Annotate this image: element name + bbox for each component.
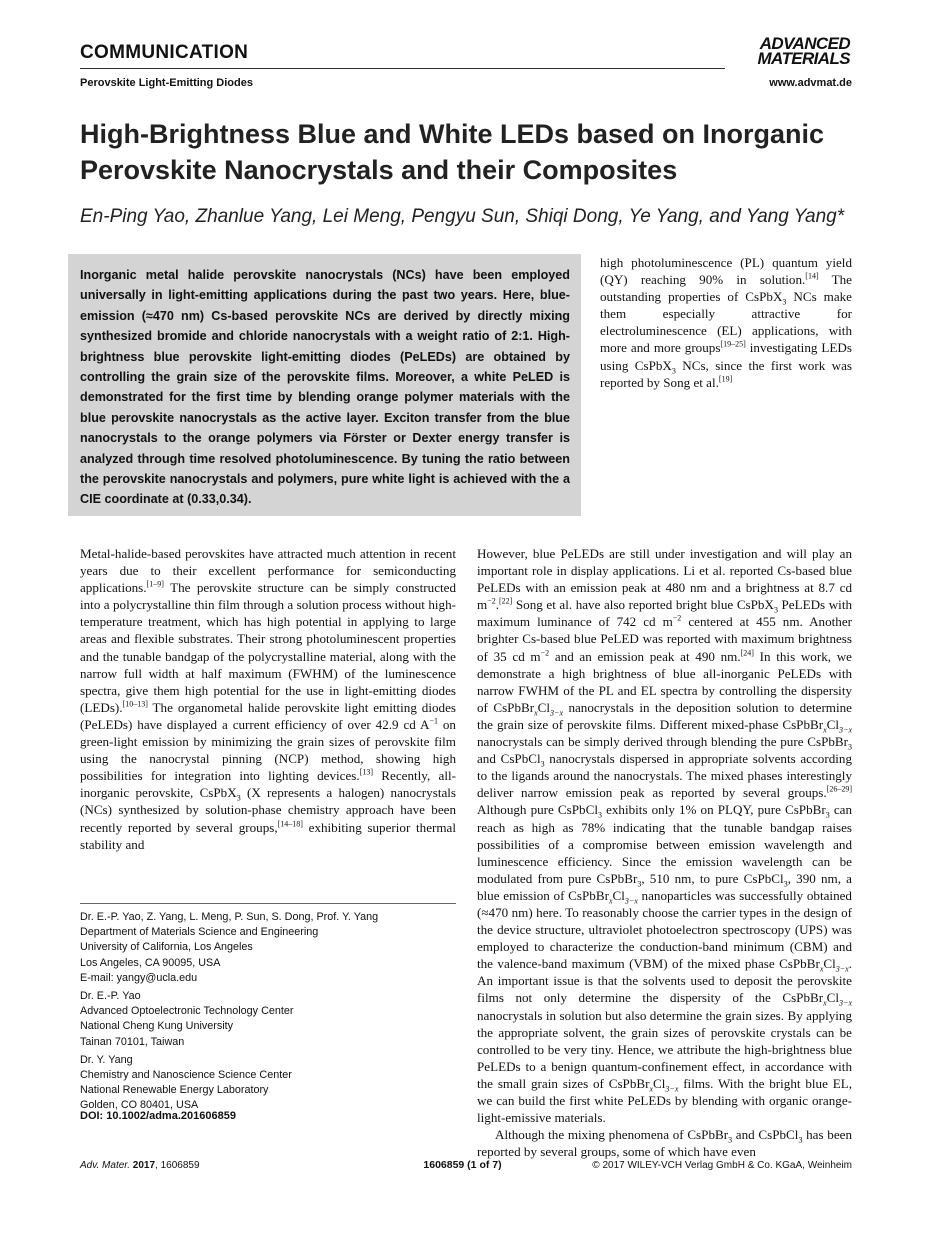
subscript: 3−x: [665, 1084, 679, 1094]
subscript: 3: [782, 297, 787, 307]
paragraph: [600, 254, 852, 391]
superscript: [14]: [805, 271, 819, 281]
subscript: 3: [540, 759, 545, 769]
subscript: x: [819, 964, 824, 974]
superscript: [19]: [718, 374, 733, 384]
text-run: , 510 nm, to pure CsPbCl: [641, 870, 784, 886]
abstract-text: Inorganic metal halide perovskite nanocrystals (NCs) have been employed universally in light-emitting applications during the past two years. Here, blue-emission (≈470 nm) Cs-based perovskite NCs are derived by directly mixing synthesized bromide and chloride nanocrystals with a weight ratio of 2:1. High-brightness blue perovskite light-emitting diodes (PeLEDs) are obtained by controlling the grain size of the perovskite films. Moreover, a white PeLED is demonstrated for the first time by blending orange polymer materials with the blue perovskite nanocrystals as the active layer. Exciton transfer from the blue nanocrystals to the orange polymers via Förster or Dexter energy transfer is analyzed through time resolved photoluminescence. By tuning the ratio between the perovskite nanocrystals and polymers, pure white light is achieved with the a CIE coordinate at (0.33,0.34).: [80, 268, 570, 507]
text-run: has been reported by several groups, some of which have even: [477, 1127, 853, 1160]
paper-title: High-Brightness Blue and White LEDs based on Inorganic Perovskite Nanocrystals and their Composites: [80, 119, 825, 185]
superscript: −1: [429, 716, 438, 726]
text-run: PeLEDs with maximum luminance of 742 cd m: [477, 597, 853, 630]
text-run: The perovskite structure can be simply constructed into a polycrystalline thin film through a solution process without high-temperature treatment, which has high potential in applying to large areas and flexible substrates. Their strong photoluminescent properties and the tunable bandgap of the polycrystalline material, along with the narrow full width at half maximum (FWHM) of the luminescence spectra, give them high potential for the use in light-emitting diodes (LEDs).: [80, 580, 456, 715]
text-run: and an emission peak at 490 nm.: [549, 648, 741, 664]
author-list: En-Ping Yao, Zhanlue Yang, Lei Meng, Pengyu Sun, Shiqi Dong, Ye Yang, and Yang Yang*: [80, 206, 845, 227]
subscript: 3−x: [624, 896, 638, 906]
subscript: x: [608, 896, 613, 906]
text-run: Recently, all-inorganic perovskite, CsPbX: [80, 768, 456, 801]
body-column-right: [477, 545, 852, 1160]
subscript: 3: [671, 366, 676, 376]
text-run: Cl: [653, 1075, 666, 1091]
text-run: The organometal halide perovskite light emitting diodes (PeLEDs) have displayed a current efficiency of over 42.9 cd A: [80, 699, 456, 732]
affiliation-line: University of California, Los Angeles: [80, 941, 253, 954]
affiliation-block: [80, 910, 460, 986]
text-run: Cl: [823, 956, 836, 972]
affiliation-line: Los Angeles, CA 90095, USA: [80, 956, 221, 969]
affiliation-block: [80, 989, 460, 1050]
paragraph: [477, 545, 852, 1126]
text-run: The outstanding properties of CsPbX: [600, 272, 852, 305]
text-run: However, blue PeLEDs are still under investigation and will play an important role in display applications. Li et al. reported Cs-based blue PeLEDs with an emission peak at 480 nm and a brightness at 8.7 cd m: [477, 546, 852, 613]
subscript: 3: [783, 879, 788, 889]
page-number: 1606859 (1 of 7): [423, 1159, 502, 1171]
text-run: nanocrystals in the deposition solution to determine the grain size of perovskite films. Different mixed-phase CsPbBr: [477, 699, 852, 732]
superscript: [10–13]: [122, 699, 148, 709]
text-run: NCs, since the first work was reported by Song et al.: [600, 357, 852, 390]
text-run: can reach as high as 78% indicating that the tunable bandgap raises possibilities of a compromise between emission wavelength and luminescence efficiency. Since the emission wavelength can be modulated from pure CsPbBr: [477, 802, 853, 886]
subscript: 3−x: [550, 708, 563, 718]
text-run: , 390 nm, a blue emission of CsPbBr: [477, 870, 852, 903]
subscript: 3: [728, 1135, 733, 1145]
copyright: © 2017 WILEY-VCH Verlag GmbH & Co. KGaA, Weinheim: [592, 1160, 852, 1171]
superscript: −2: [672, 614, 682, 624]
affiliation-rule: [80, 903, 456, 904]
text-run: investigating LEDs using CsPbX: [600, 340, 852, 373]
affiliation-line: National Renewable Energy Laboratory: [80, 1084, 269, 1097]
superscript: −2: [487, 596, 496, 606]
affiliation-line: Golden, CO 80401, USA: [80, 1099, 199, 1112]
paragraph: [80, 545, 456, 853]
text-run: Metal-halide-based perovskites have attracted much attention in recent years due to their excellent performance for semiconducting applications.: [80, 546, 456, 596]
text-run: . An important issue is that the solvents used to deposit the perovskite films not only determine the dispersity of the CsPbBr: [477, 956, 852, 1006]
footer-year: 2017: [132, 1160, 156, 1171]
paragraph: [477, 1126, 852, 1160]
text-run: Although pure CsPbCl: [477, 802, 598, 818]
text-run: films. With the bright blue EL, we can build the first white PeLEDs by blending with organic orange-light-emissive materials.: [477, 1075, 852, 1126]
subscript: 3: [597, 811, 602, 821]
superscript: [22]: [498, 596, 513, 606]
subscript: x: [534, 708, 538, 718]
affiliation-block: [80, 1053, 460, 1114]
text-run: Cl: [826, 990, 840, 1006]
subscript: 3: [236, 793, 241, 803]
subscript: x: [649, 1084, 654, 1094]
superscript: [1–9]: [146, 579, 164, 589]
subscript: 3: [773, 605, 778, 615]
subscript: 3: [798, 1135, 803, 1145]
body-column-left: [80, 545, 456, 853]
text-run: Cl: [826, 716, 840, 732]
doi[interactable]: DOI: 10.1002/adma.201606859: [80, 1110, 236, 1122]
subscript: 3−x: [835, 964, 849, 974]
text-run: on green-light emission by minimizing the grain sizes of perovskite film using the nanocrystal pinning (NCP) method, showing high possibilities for integration into lighting devices.: [80, 716, 456, 784]
subscript: x: [823, 999, 827, 1009]
subscript: 3−x: [839, 725, 852, 735]
section-label: COMMUNICATION: [80, 42, 249, 63]
subscript: 3: [848, 742, 852, 752]
affiliation-line: Chemistry and Nanoscience Science Center: [80, 1069, 292, 1082]
journal-logo: [730, 36, 850, 66]
subscript: 3: [637, 879, 642, 889]
affiliation-line: E-mail: yangy@ucla.edu: [80, 971, 198, 984]
affiliation-line: National Cheng Kung University: [80, 1020, 234, 1033]
text-run: nanocrystals dispersed in appropriate solvents according to the ligands around the nanocrystals. The mixed phases interestingly deliver narrow emission peak as reported by several groups.: [477, 751, 852, 801]
affiliation-line: Advanced Optoelectronic Technology Center: [80, 1005, 294, 1018]
text-run: Cl: [612, 887, 625, 903]
text-run: centered at 455 nm. Another brighter Cs-based blue PeLED was reported with maximum brightness of 35 cd m: [477, 614, 852, 664]
text-run: nanocrystals in solution but also determine the grain sizes. By applying the appropriate solvent, the grain sizes of perovskite crystals can be controlled to be very tiny. Hence, we attribute the high-brightness blue PeLEDs to a benign quantum-confinement effect, in accordance with the small grain sizes of CsPbBr: [477, 1007, 852, 1091]
text-run: high photoluminescence (PL) quantum yield (QY) reaching 90% in solution.: [600, 255, 852, 288]
body-column-right-top: [600, 254, 852, 391]
superscript: [19–25]: [720, 340, 746, 350]
affiliation-line: Dr. E.-P. Yao: [80, 990, 141, 1003]
logo-line-2: MATERIALS: [757, 49, 850, 68]
text-run: and CsPbCl: [477, 751, 541, 767]
text-run: exhibiting superior thermal stability and: [80, 819, 457, 852]
text-run: In this work, we demonstrate a high brightness of blue all-inorganic PeLEDs with narrow FWHM of the PL and EL spectra by controlling the dispersity of CsPbBr: [477, 648, 852, 715]
superscript: −2: [540, 648, 550, 658]
affiliation-line: Department of Materials Science and Engineering: [80, 926, 319, 939]
header-rule: [80, 68, 725, 69]
subscript: 3−x: [839, 999, 852, 1009]
text-run: (X represents a halogen) nanocrystals (NCs) synthesized by solution-phase chemistry approach have been recently reported by several groups,: [80, 785, 456, 835]
text-run: Although the mixing phenomena of CsPbBr: [495, 1127, 729, 1143]
superscript: [24]: [740, 648, 754, 658]
footer-citation: [80, 1160, 200, 1171]
text-run: .: [495, 597, 499, 613]
logo-line-1: ADVANCED: [759, 34, 850, 53]
text-run: and CsPbCl: [732, 1127, 799, 1143]
journal-website[interactable]: www.advmat.de: [769, 77, 852, 89]
subscript: 3: [825, 811, 830, 821]
text-run: Cl: [537, 699, 551, 715]
affiliations: [80, 910, 460, 1117]
text-run: Song et al. have also reported bright blue CsPbX: [512, 597, 774, 613]
superscript: [13]: [359, 767, 373, 777]
footer-article-id: , 1606859: [155, 1160, 200, 1171]
superscript: [26–29]: [826, 784, 852, 794]
footer-journal: Adv. Mater.: [80, 1160, 131, 1171]
subscript: x: [823, 725, 827, 735]
text-run: exhibits only 1% on PLQY, pure CsPbBr: [601, 802, 826, 818]
text-run: nanoparticles was successfully obtained (≈470 nm) here. To reasonably choose the carrier types in the design of the device structure, ultraviolet photoelectron spectroscopy (UPS) was employed to characterize the conduction-band minimum (CBM) and the valence-band maximum (VBM) of the mixed phase CsPbBr: [477, 887, 852, 972]
section-subtitle: Perovskite Light-Emitting Diodes: [80, 77, 253, 89]
text-run: nanocrystals can be simply derived through blending the pure CsPbBr: [477, 734, 848, 750]
affiliation-line: Dr. Y. Yang: [80, 1053, 133, 1066]
affiliation-line: Tainan 70101, Taiwan: [80, 1035, 185, 1048]
affiliation-line: Dr. E.-P. Yao, Z. Yang, L. Meng, P. Sun, S. Dong, Prof. Y. Yang: [80, 911, 379, 923]
superscript: [14–18]: [277, 819, 303, 829]
text-run: NCs make them especially attractive for electroluminescence (EL) applications, with more and more groups: [600, 289, 852, 356]
